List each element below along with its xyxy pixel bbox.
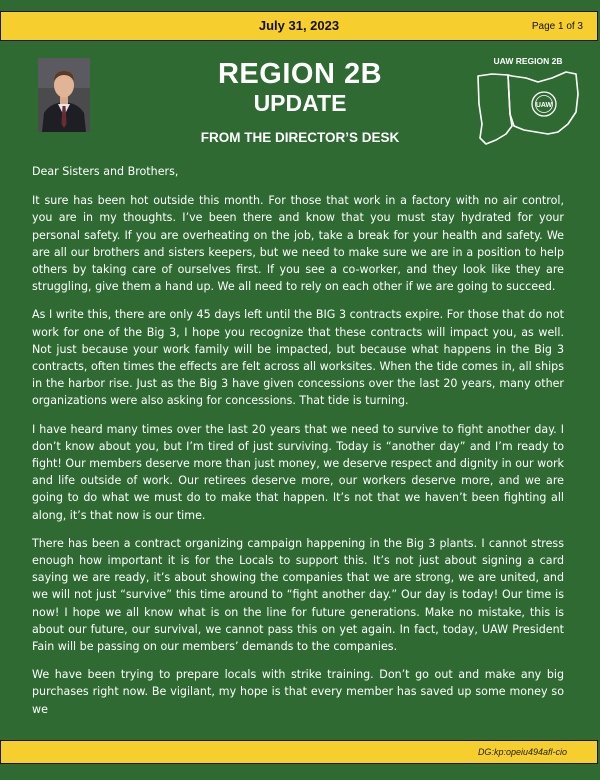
footer-banner xyxy=(0,740,598,764)
letter-greeting: Dear Sisters and Brothers, xyxy=(32,165,179,178)
section-subtitle: FROM THE DIRECTOR’S DESK xyxy=(200,130,400,145)
newsletter-title: REGION 2B xyxy=(217,58,383,90)
letter-paragraph: There has been a contract organizing campaign happening in the Big 3 plants. I cannot stress enough how important it is for the Locals to support this. It’s not just about signing a card saying we are ready, it’s about showing the companies that we are strong, we are united, and we will not just “survive” this time around to “fight another day.” Our day is today! Our time is now! I hope we all know what is on the line for future generations. Make no mistake, this is about our future, our survival, we cannot pass this on yet again. In fact, today, UAW President Fain will be passing on our members’ demands to the companies. xyxy=(32,536,564,654)
letter-body xyxy=(32,163,564,729)
director-photo xyxy=(38,58,90,132)
letter-paragraph: I have heard many times over the last 20 years that we need to survive to fight another day. I don’t know about you, but I’m tired of just surviving. Today is “another day” and I’m ready to fight! Our members deserve more than just money, we deserve respect and dignity in our work and life outside of work. Our retirees deserve more, our workers deserve more, and we are going to do what we must do to make that happen. It’s not that we haven’t been fighting all along, it’s that now is our time. xyxy=(32,422,564,522)
page-number: Page 1 of 3 xyxy=(531,21,583,32)
letter-paragraph: As I write this, there are only 45 days left until the BIG 3 contracts expire. For those that do not work for one of the Big 3, I hope you recognize that these contracts will impact you, as well. Not just because your work family will be impacted, but because what happens in the Big 3 contracts, often times the effects are felt across all worksites. When the tide comes in, all ships in the harbor rise. Just as the Big 3 have given concessions over the last 20 years, many other organizations were also asking for concessions. That tide is turning. xyxy=(32,308,564,408)
uaw-seal-text: UAW xyxy=(535,102,553,109)
logo-label: UAW REGION 2B xyxy=(493,56,563,66)
letter-paragraph: We have been trying to prepare locals with strike training. Don’t go out and make any big purchases right now. Be vigilant, my hope is that every member has saved up some money so we xyxy=(32,668,564,716)
newsletter-title-update: UPDATE xyxy=(253,90,347,116)
issue-date: July 31, 2023 xyxy=(258,18,340,33)
region-map-logo xyxy=(468,54,588,152)
union-bug-code: DG:kp:opeiu494afl-cio xyxy=(477,747,567,757)
portrait-image xyxy=(38,58,90,132)
date-banner xyxy=(0,11,598,41)
letter-paragraph: It sure has been hot outside this month. For those that work in a factory with no air control, you are in my thoughts. I’ve been there and know that you must stay hydrated for your personal safety. If you are overheating on the job, take a break for your health and safety. We are all our brothers and sisters keepers, but we need to make sure we are in a position to help others by taking care of ourselves first. If you see a co-worker, and they look like they are struggling, give them a hand up. We all need to rely on each other if we are going to succeed. xyxy=(32,194,564,294)
